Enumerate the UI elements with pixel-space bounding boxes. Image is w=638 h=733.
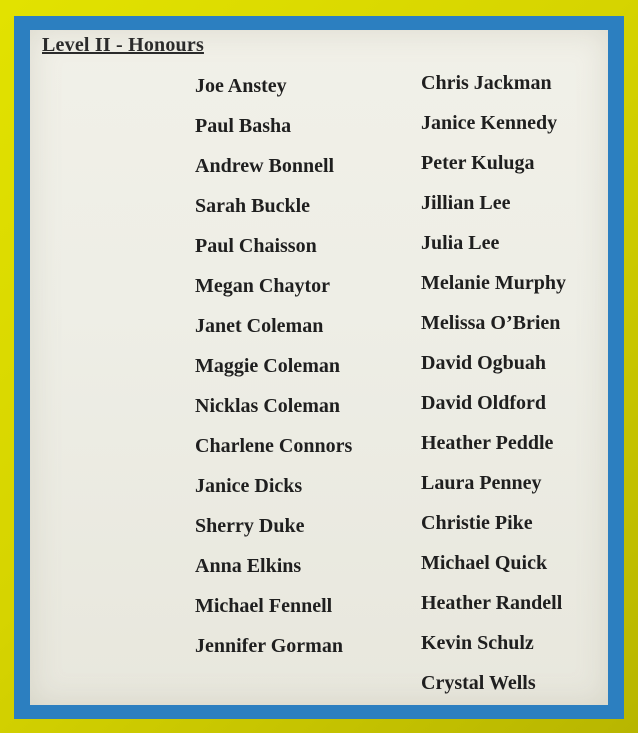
list-item: Nicklas Coleman (195, 395, 340, 417)
names-column-left (195, 66, 352, 666)
list-item: Jillian Lee (421, 192, 511, 214)
list-item: Jennifer Gorman (195, 635, 343, 657)
list-item: Laura Penney (421, 472, 542, 494)
list-item: Megan Chaytor (195, 275, 330, 297)
list-item: Andrew Bonnell (195, 155, 335, 177)
list-item: Julia Lee (421, 232, 500, 254)
list-item: Anna Elkins (195, 555, 302, 577)
names-column-right (421, 63, 566, 703)
list-item: Michael Quick (421, 552, 548, 574)
list-item: Heather Peddle (421, 432, 554, 454)
list-item: Peter Kuluga (421, 152, 535, 174)
list-item: David Ogbuah (421, 352, 547, 374)
list-item: Melanie Murphy (421, 272, 566, 294)
list-item: Sherry Duke (195, 515, 305, 537)
list-item: Janice Kennedy (421, 112, 558, 134)
list-item: Michael Fennell (195, 595, 333, 617)
list-item: Crystal Wells (421, 672, 536, 694)
list-item: Sarah Buckle (195, 195, 311, 217)
page-title: Level II - Honours (42, 34, 204, 56)
list-item: David Oldford (421, 392, 547, 414)
list-item: Joe Anstey (195, 75, 287, 97)
list-item: Kevin Schulz (421, 632, 534, 654)
list-item: Paul Basha (195, 115, 292, 137)
list-item: Christie Pike (421, 512, 533, 534)
list-item: Chris Jackman (421, 72, 552, 94)
list-item: Maggie Coleman (195, 355, 340, 377)
list-item: Heather Randell (421, 592, 563, 614)
list-item: Janet Coleman (195, 315, 324, 337)
list-item: Melissa O’Brien (421, 312, 561, 334)
list-item: Charlene Connors (195, 435, 353, 457)
list-item: Paul Chaisson (195, 235, 317, 257)
list-item: Janice Dicks (195, 475, 303, 497)
document-page (30, 30, 608, 705)
